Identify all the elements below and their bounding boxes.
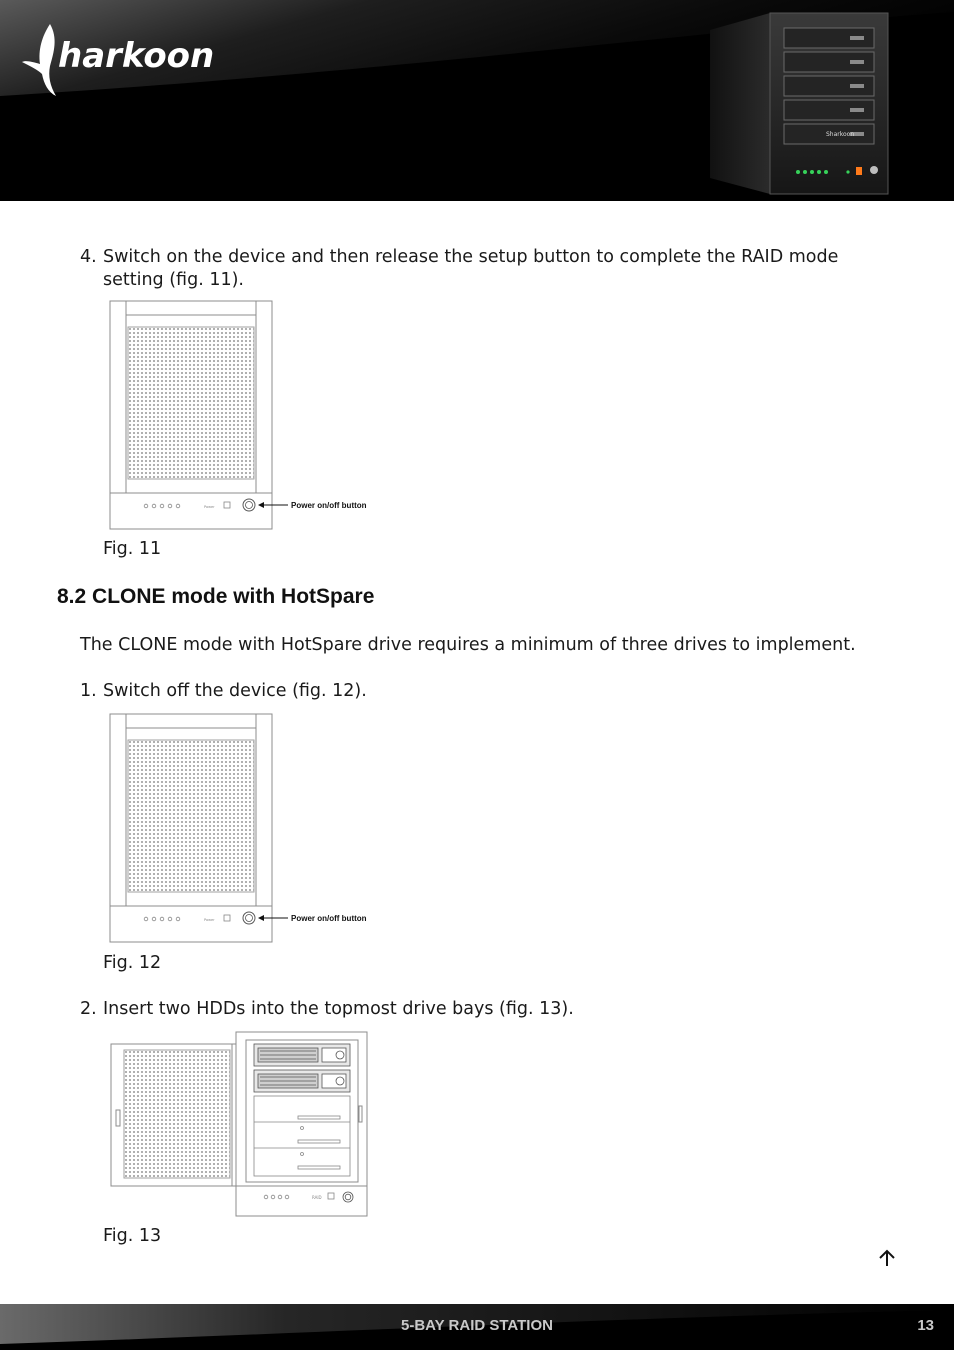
fig-11-callout: Power on/off button [291, 501, 367, 510]
fig-12-illustration [108, 712, 376, 944]
step-2-number: 2. [80, 999, 97, 1019]
page-footer [0, 1304, 954, 1350]
section-heading: 8.2 CLONE mode with HotSpare [57, 585, 375, 608]
raid-station-photo [706, 10, 896, 198]
fig-12-caption: Fig. 12 [103, 953, 162, 973]
step-1-text: Switch off the device (fig. 12). [103, 681, 367, 701]
step-4-text-line1: Switch on the device and then release the setup button to complete the RAID mode [103, 247, 839, 267]
step-2-text: Insert two HDDs into the topmost drive bays (fig. 13). [103, 999, 574, 1019]
page-number: 13 [917, 1317, 934, 1334]
section-intro: The CLONE mode with HotSpare drive requires a minimum of three drives to implement. [80, 635, 856, 655]
step-4-number: 4. [80, 247, 97, 267]
svg-text:Sharkoon: Sharkoon [826, 131, 855, 138]
logo-wordmark: harkoon [58, 36, 215, 76]
step-4-text-line2: setting (fig. 11). [103, 270, 244, 290]
fig-12-callout: Power on/off button [291, 914, 367, 923]
fig-11-caption: Fig. 11 [103, 539, 162, 559]
page-header [0, 0, 954, 201]
svg-text:RAID: RAID [312, 1195, 322, 1200]
arrow-up-icon[interactable] [876, 1247, 898, 1269]
fig-11-illustration [108, 299, 376, 531]
step-1-number: 1. [80, 681, 97, 701]
footer-title: 5-BAY RAID STATION [401, 1317, 553, 1334]
svg-text:Power: Power [204, 918, 215, 922]
svg-text:Power: Power [204, 505, 215, 509]
fig-13-illustration [108, 1030, 372, 1218]
fig-13-caption: Fig. 13 [103, 1226, 162, 1246]
